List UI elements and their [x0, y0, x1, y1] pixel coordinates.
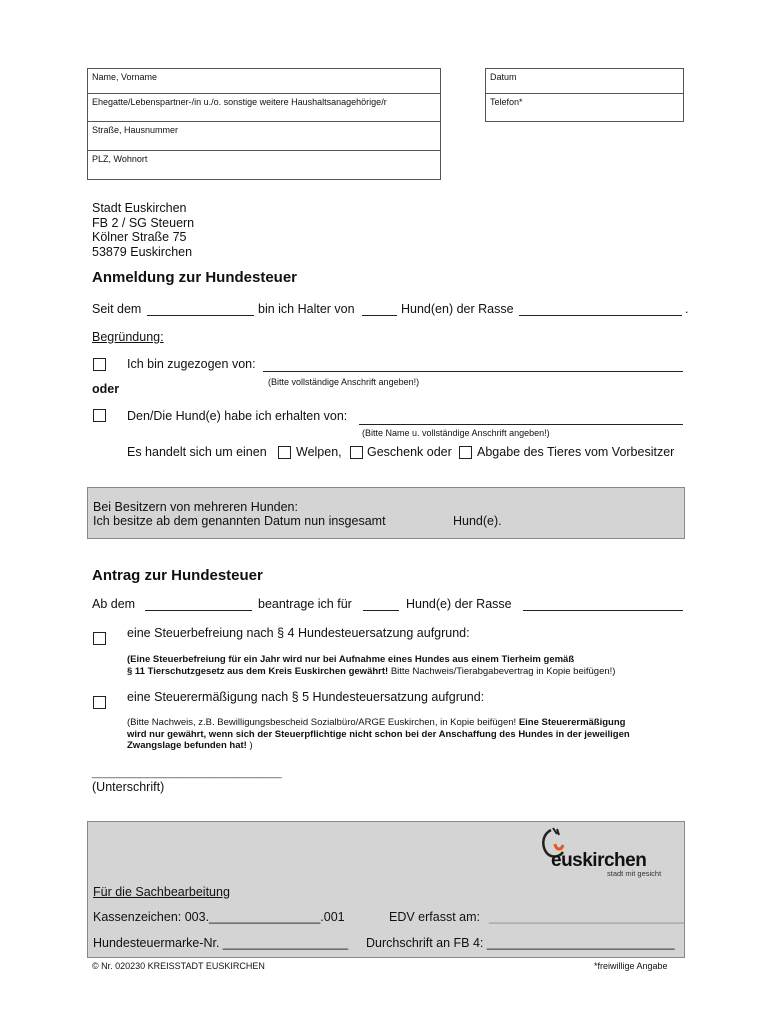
- ab-dem-label: Ab dem: [92, 597, 136, 611]
- edv-label: EDV erfasst am:: [389, 910, 480, 924]
- phone-label: Telefon*: [490, 97, 523, 107]
- period: .: [685, 302, 689, 316]
- seit-dem-label: Seit dem: [92, 302, 142, 316]
- erm-note-bold: Eine Steuerermäßigung: [516, 717, 626, 728]
- signature-line[interactable]: _______________________________: [92, 767, 282, 779]
- ermaessigung-note: [127, 717, 687, 752]
- footer-left: © Nr. 020230 KREISSTADT EUSKIRCHEN: [92, 961, 265, 971]
- edv-input[interactable]: ____________________________: [489, 910, 684, 924]
- euskirchen-logo: [537, 826, 677, 878]
- antrag-rasse-label: Hund(e) der Rasse: [406, 597, 512, 611]
- abgabe-checkbox[interactable]: [459, 446, 472, 459]
- ermaessigung-label: eine Steuerermäßigung nach § 5 Hundesteuersatzung aufgrund:: [127, 690, 485, 704]
- phone-field[interactable]: [485, 93, 684, 122]
- erhalten-checkbox[interactable]: [93, 409, 106, 422]
- hundesteuermarke-field[interactable]: Hundesteuermarke-Nr. __________________: [93, 936, 349, 950]
- recipient-address: [92, 201, 194, 259]
- date-label: Datum: [490, 72, 517, 82]
- erm-note-plain: (Bitte Nachweis, z.B. Bewilligungsbescheid Sozialbüro/ARGE Euskirchen, in Kopie beifügen!: [127, 717, 517, 728]
- spouse-label: Ehegatte/Lebenspartner-/in u./o. sonstige weitere Haushaltsanagehörige/r: [92, 97, 387, 107]
- erm-note-bold: wird nur gewährt, wenn sich der Steuerpflichtige nicht schon bei der Anschaffung des Hundes in der jeweiligen: [127, 728, 630, 740]
- antrag-title: Antrag zur Hundesteuer: [92, 567, 263, 584]
- erhalten-input[interactable]: [359, 424, 683, 425]
- anzahl-input[interactable]: [362, 315, 397, 316]
- zugezogen-hint: (Bitte vollständige Anschrift angeben!): [268, 377, 420, 387]
- logo-text: euskirchen: [551, 850, 647, 871]
- kassenzeichen-field[interactable]: Kassenzeichen: 003.________________.001: [93, 910, 345, 924]
- mehrere-line2: Ich besitze ab dem genannten Datum nun insgesamt: [93, 514, 386, 528]
- signature-label: (Unterschrift): [92, 780, 165, 794]
- erm-note-end: ): [246, 740, 253, 751]
- spouse-field[interactable]: [87, 93, 441, 122]
- befreiung-note-plain: Bitte Nachweis/Tierabgabevertrag in Kopie beifügen!): [388, 665, 616, 677]
- zugezogen-label: Ich bin zugezogen von:: [127, 357, 256, 371]
- befreiung-note: [127, 654, 615, 677]
- address-line: Stadt Euskirchen: [92, 201, 187, 215]
- halter-label: bin ich Halter von: [258, 302, 355, 316]
- geschenk-label: Geschenk oder: [367, 445, 452, 459]
- zugezogen-checkbox[interactable]: [93, 358, 106, 371]
- welpen-checkbox[interactable]: [278, 446, 291, 459]
- durchschrift-field[interactable]: Durchschrift an FB 4: ___________________________: [366, 936, 675, 950]
- city-field[interactable]: [87, 150, 441, 180]
- footer-right: *freiwillige Angabe: [594, 961, 668, 971]
- name-field[interactable]: [87, 68, 441, 94]
- befreiung-note-bold: (Eine Steuerbefreiung für ein Jahr wird nur bei Aufnahme eines Hundes aus einem Tierheim gemäß: [127, 654, 575, 665]
- logo-subtext: stadt mit gesicht: [607, 869, 662, 878]
- rasse-label: Hund(en) der Rasse: [401, 302, 514, 316]
- zugezogen-input[interactable]: [263, 371, 683, 372]
- ermaessigung-checkbox[interactable]: [93, 696, 106, 709]
- name-label: Name, Vorname: [92, 72, 158, 82]
- rasse-input[interactable]: [519, 315, 682, 316]
- welpen-label: Welpen,: [296, 445, 342, 459]
- sachbearbeitung-title: Für die Sachbearbeitung: [93, 885, 230, 899]
- anmeldung-title: Anmeldung zur Hundesteuer: [92, 269, 298, 286]
- befreiung-label: eine Steuerbefreiung nach § 4 Hundesteuersatzung aufgrund:: [127, 626, 470, 640]
- date-field[interactable]: [485, 68, 684, 94]
- mehrere-hunde-label: Hund(e).: [453, 514, 502, 528]
- erm-note-bold: Zwangslage befunden hat!: [127, 740, 247, 751]
- befreiung-checkbox[interactable]: [93, 632, 106, 645]
- mehrere-line1: Bei Besitzern von mehreren Hunden:: [93, 500, 298, 514]
- address-line: 53879 Euskirchen: [92, 244, 193, 259]
- ab-dem-input[interactable]: [145, 610, 252, 611]
- es-handelt-label: Es handelt sich um einen: [127, 445, 267, 459]
- erhalten-hint: (Bitte Name u. vollständige Anschrift angeben!): [362, 428, 550, 438]
- address-line: Kölner Straße 75: [92, 230, 187, 244]
- mehrere-hunde-box: [87, 487, 685, 539]
- seit-dem-input[interactable]: [147, 315, 254, 316]
- befreiung-note-bold: § 11 Tierschutzgesetz aus dem Kreis Euskirchen gewährt!: [127, 665, 389, 677]
- street-field[interactable]: [87, 121, 441, 151]
- erhalten-label: Den/Die Hund(e) habe ich erhalten von:: [127, 409, 348, 423]
- antrag-anzahl-input[interactable]: [363, 610, 399, 611]
- abgabe-label: Abgabe des Tieres vom Vorbesitzer: [477, 445, 675, 459]
- address-line: FB 2 / SG Steuern: [92, 215, 195, 230]
- street-label: Straße, Hausnummer: [92, 125, 179, 135]
- city-label: PLZ, Wohnort: [92, 154, 148, 164]
- antrag-rasse-input[interactable]: [523, 610, 683, 611]
- geschenk-checkbox[interactable]: [350, 446, 363, 459]
- begruendung-label: Begründung:: [92, 330, 164, 344]
- beantrage-label: beantrage ich für: [258, 597, 352, 611]
- oder-label: oder: [92, 382, 120, 396]
- sachbearbeitung-box: [87, 821, 685, 958]
